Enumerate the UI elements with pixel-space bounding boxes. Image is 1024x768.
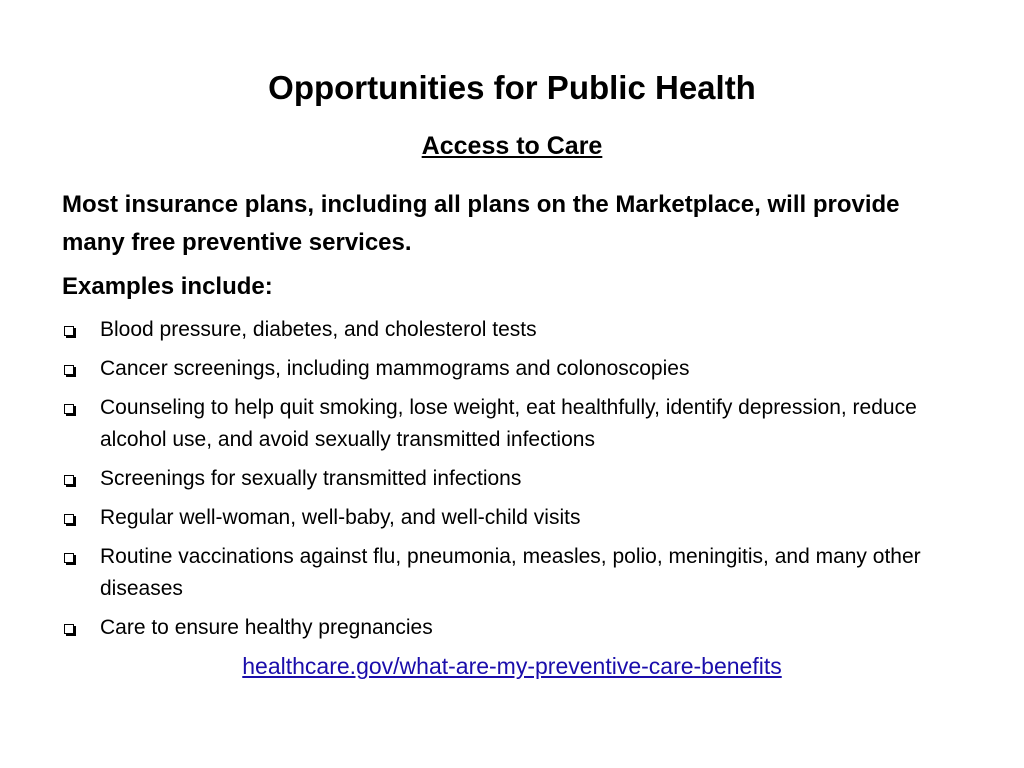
hollow-square-bullet-icon: [64, 365, 74, 375]
examples-label: Examples include:: [62, 273, 273, 300]
slide-title: Opportunities for Public Health: [268, 69, 756, 106]
hollow-square-bullet-icon: [64, 475, 74, 485]
slide-subtitle: Access to Care: [421, 132, 603, 160]
hollow-square-bullet-icon: [64, 404, 74, 414]
examples-list: [62, 314, 962, 651]
lead-paragraph: Most insurance plans, including all plans on the Marketplace, will provide many free preventive services.: [62, 191, 900, 256]
list-item: [62, 463, 962, 495]
hollow-square-bullet-icon: [64, 553, 74, 563]
list-item: [62, 502, 962, 534]
list-item: [62, 314, 962, 346]
list-item-text: Regular well-woman, well-baby, and well-child visits: [100, 506, 581, 529]
list-item-text: Screenings for sexually transmitted infections: [100, 467, 522, 490]
list-item: [62, 353, 962, 385]
list-item: [62, 612, 962, 644]
preventive-care-benefits-link[interactable]: healthcare.gov/what-are-my-preventive-care-benefits: [242, 653, 782, 679]
list-item-text: Counseling to help quit smoking, lose weight, eat healthfully, identify depression, reduce alcohol use, and avoid sexually transmitted infections: [100, 396, 917, 451]
hollow-square-bullet-icon: [64, 326, 74, 336]
hollow-square-bullet-icon: [64, 624, 74, 634]
hollow-square-bullet-icon: [64, 514, 74, 524]
list-item-text: Care to ensure healthy pregnancies: [100, 616, 433, 639]
list-item: [62, 392, 962, 456]
list-item-text: Cancer screenings, including mammograms and colonoscopies: [100, 357, 690, 380]
list-item-text: Blood pressure, diabetes, and cholesterol tests: [100, 318, 537, 341]
list-item: [62, 541, 962, 605]
list-item-text: Routine vaccinations against flu, pneumonia, measles, polio, meningitis, and many other diseases: [100, 545, 921, 600]
